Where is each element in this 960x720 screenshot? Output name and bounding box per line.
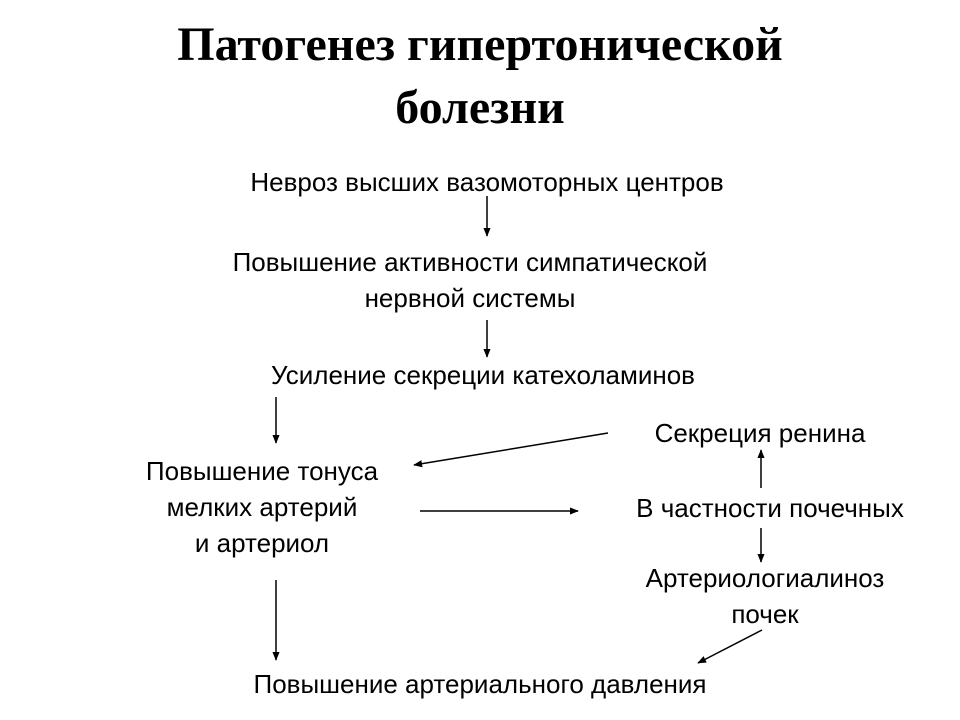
node-renal-particular: В частности почечных: [636, 493, 904, 523]
node-hyalinosis-line-1: Артериологиалиноз: [645, 563, 885, 593]
node-sympathetic-line-2: нервной системы: [364, 283, 576, 313]
node-tone-line-1: Повышение тонуса: [145, 456, 379, 486]
arrow-renin-to-tone: [414, 433, 608, 465]
node-hyalinosis-line-2: почек: [731, 599, 799, 629]
node-tone-line-2: мелких артерий: [166, 492, 358, 522]
node-arterial-pressure: Повышение артериального давления: [253, 669, 707, 699]
slide-title-line-2: болезни: [395, 81, 565, 134]
node-tone-line-3: и артериол: [194, 528, 330, 558]
slide-title-line-1: Патогенез гипертонической: [177, 18, 783, 71]
node-neurosis: Невроз высших вазомоторных центров: [250, 167, 724, 197]
node-sympathetic-line-1: Повышение активности симпатической: [232, 247, 708, 277]
node-renin-secretion: Секреция ренина: [654, 418, 866, 448]
arrow-hyalinosis-to-pressure: [698, 630, 762, 663]
node-catecholamines: Усиление секреции катехоламинов: [270, 360, 695, 390]
